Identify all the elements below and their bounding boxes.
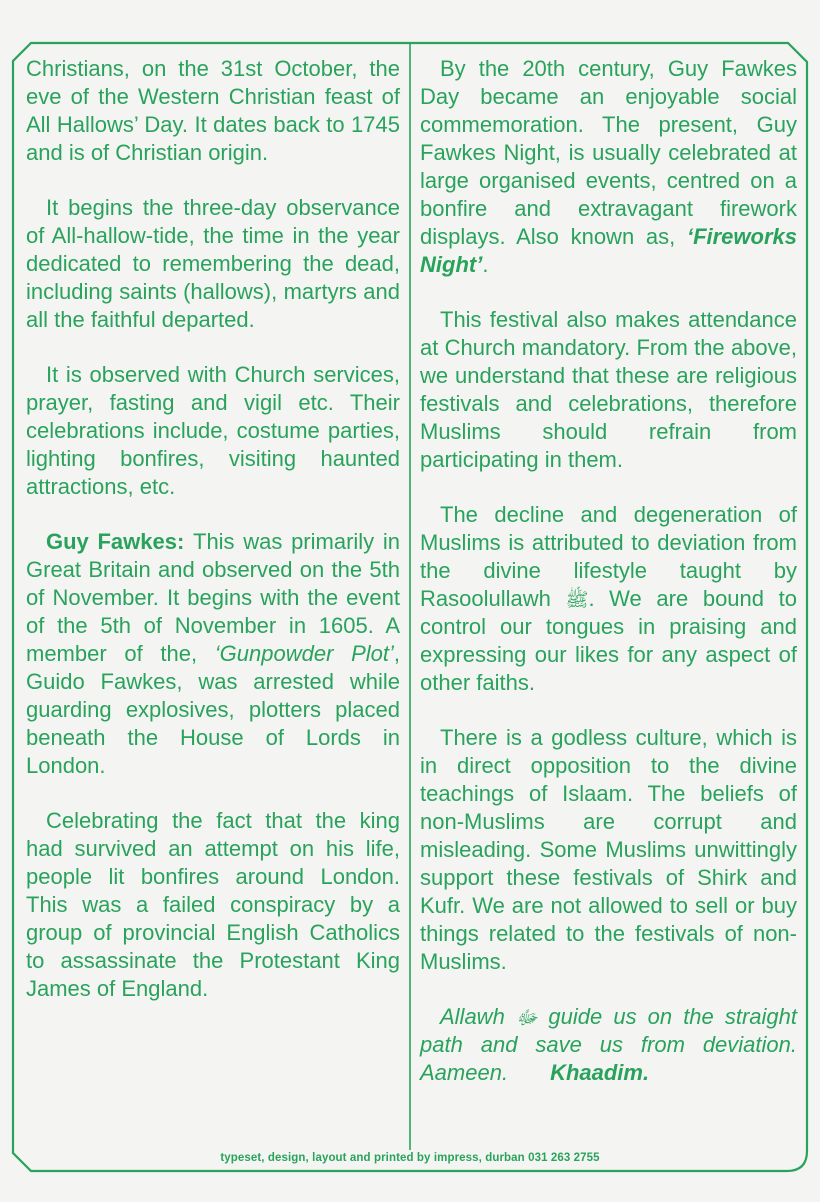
khaadim-signature: Khaadim. [550,1060,650,1085]
footer-credit: typeset, design, layout and printed by impress, durban 031 263 2755 [220,1152,600,1164]
paragraph-decline [420,501,797,697]
honorific-sallallahu-symbol: ﷺ [565,590,589,611]
paragraph-dua [420,1003,797,1087]
paragraph-text: . We are bound to control our tongues in praising and expressing our likes for any aspect of other faiths. [420,586,797,695]
paragraph-text: It is observed with Church services, prayer, fasting and vigil etc. Their celebrations include, costume parties, lighting bonfires, visiting haunted attractions, etc. [26,362,400,499]
paragraph-text: This was primarily in Great Britain and observed on the 5th of November. It begins with the event of the 5th of November in 1605. A member of the, [26,529,400,666]
paragraph-text: Allawh [440,1004,516,1029]
paragraph-allhallowtide [26,194,400,334]
paragraph-text: . [482,252,489,277]
gunpowder-plot-phrase: ‘Gunpowder Plot’ [214,641,394,666]
fireworks-night-phrase: ‘Fireworks Night’ [420,224,797,277]
paragraph-text: By the 20th century, Guy Fawkes Day became an enjoyable social commemoration. The present, Guy Fawkes Night, is usually celebrated at large organised events, centred on a bonfire and extravagant firework displays. Also known as, [420,56,797,249]
paragraph-church-mandatory [420,306,797,474]
paragraph-guy-fawkes [26,528,400,780]
paragraph-text: There is a godless culture, which is in direct opposition to the divine teachings of Islaam. The beliefs of non-Muslims are corrupt and misleading. Some Muslims unwittingly support these festivals of Shirk and Kufr. We are not allowed to sell or buy things related to the festivals of non-Muslims. [420,725,797,974]
paragraph-text: This festival also makes attendance at Church mandatory. From the above, we understand that these are religious festivals and celebrations, therefore Muslims should refrain from participating in them. [420,307,797,472]
paragraph-text: The decline and degeneration of Muslims is attributed to deviation from the divine lifestyle taught by Rasoolullawh [420,502,797,611]
paragraph-observance [26,361,400,501]
paragraph-text: It begins the three-day observance of All-hallow-tide, the time in the year dedicated to remembering the dead, including saints (hallows), martyrs and all the faithful departed. [26,195,400,332]
honorific-jalla-jalaluhu-symbol: ﷻ [515,1008,538,1029]
guy-fawkes-lead: Guy Fawkes: [46,529,193,554]
paragraph-20th-century [420,55,797,279]
paragraph-godless-culture [420,724,797,976]
paragraph-bonfires [26,807,400,1003]
left-column [26,55,400,1003]
paragraph-text: guide us on the straight path and save us from deviation. Aameen. [420,1004,797,1085]
paragraph-halloween-intro [26,55,400,167]
paragraph-text: , Guido Fawkes, was arrested while guarding explosives, plotters placed beneath the House of Lords in London. [26,641,400,778]
right-column [420,55,797,1087]
paragraph-text: Christians, on the 31st October, the eve of the Western Christian feast of All Hallows’ Day. It dates back to 1745 and is of Christian origin. [26,56,400,165]
paragraph-text: Celebrating the fact that the king had survived an attempt on his life, people lit bonfires around London. This was a failed conspiracy by a group of provincial English Catholics to assassinate the Protestant King James of England. [26,808,400,1001]
